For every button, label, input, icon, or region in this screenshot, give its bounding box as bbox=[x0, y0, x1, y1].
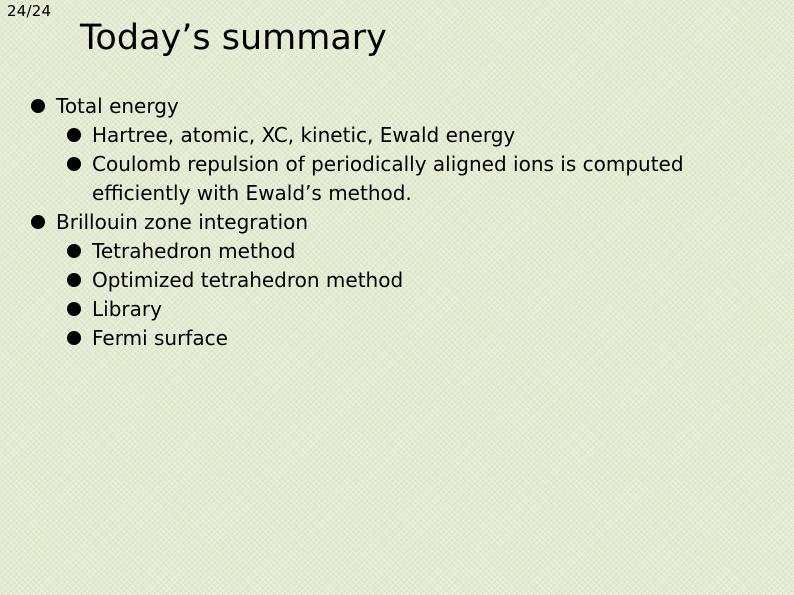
bullet-icon bbox=[67, 244, 81, 258]
bullet-item-library bbox=[0, 295, 684, 324]
bullet-icon bbox=[67, 273, 81, 287]
bullet-list bbox=[0, 92, 684, 353]
bullet-item-brillouin-zone bbox=[0, 208, 684, 237]
bullet-icon bbox=[67, 157, 81, 171]
bullet-text: Optimized tetrahedron method bbox=[92, 268, 404, 292]
bullet-icon bbox=[67, 128, 81, 142]
bullet-text: Library bbox=[92, 297, 162, 321]
bullet-text: Hartree, atomic, XC, kinetic, Ewald energy bbox=[92, 123, 516, 147]
bullet-text: Fermi surface bbox=[92, 326, 228, 350]
bullet-item-coulomb-repulsion bbox=[0, 150, 684, 208]
bullet-text: Brillouin zone integration bbox=[56, 210, 309, 234]
bullet-text: Coulomb repulsion of periodically aligned ions is computed efficiently with Ewald’s method. bbox=[92, 152, 684, 205]
slide-title: Today’s summary bbox=[80, 18, 387, 58]
bullet-text: Total energy bbox=[56, 94, 179, 118]
bullet-item-tetrahedron-method bbox=[0, 237, 684, 266]
bullet-item-total-energy bbox=[0, 92, 684, 121]
bullet-item-energy-terms bbox=[0, 121, 684, 150]
page-number: 24/24 bbox=[7, 2, 52, 20]
bullet-icon bbox=[31, 99, 45, 113]
bullet-item-fermi-surface bbox=[0, 324, 684, 353]
bullet-icon bbox=[67, 302, 81, 316]
bullet-item-optimized-tetrahedron bbox=[0, 266, 684, 295]
bullet-text: Tetrahedron method bbox=[92, 239, 296, 263]
bullet-icon bbox=[31, 215, 45, 229]
bullet-icon bbox=[67, 331, 81, 345]
